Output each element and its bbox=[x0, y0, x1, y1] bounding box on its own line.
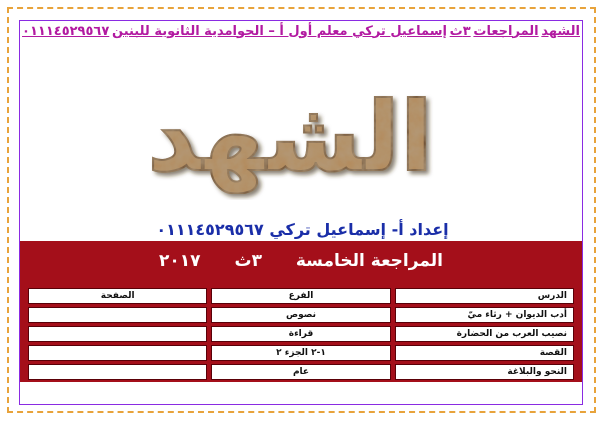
banner-year: ٢٠١٧ bbox=[159, 251, 201, 271]
column-header-lesson: الدرس bbox=[395, 288, 574, 304]
cell-page bbox=[28, 364, 207, 380]
title-text: الشهد bbox=[147, 81, 433, 193]
cell-lesson: أدب الديوان + رثاء ميّ bbox=[395, 307, 574, 323]
cell-lesson: النحو والبلاغة bbox=[395, 364, 574, 380]
header-segment: الشهد bbox=[541, 23, 580, 39]
cell-page bbox=[28, 345, 207, 361]
cell-lesson: القصة bbox=[395, 345, 574, 361]
table-row bbox=[28, 307, 574, 323]
cell-branch: عام bbox=[211, 364, 390, 380]
banner-grade: ٣ث bbox=[234, 251, 262, 271]
table-header-row bbox=[28, 288, 574, 304]
cell-branch: قراءة bbox=[211, 326, 390, 342]
lessons-table bbox=[24, 285, 578, 383]
header-segment: ٣ث bbox=[449, 23, 471, 39]
author-line: إعداد أ- إسماعيل تركي ٠١١١٤٥٢٩٥٦٧ bbox=[156, 220, 449, 239]
cell-page bbox=[28, 326, 207, 342]
table-row bbox=[28, 364, 574, 380]
cell-branch: ١-٢ الجزء ٢ bbox=[211, 345, 390, 361]
cell-branch: نصوص bbox=[211, 307, 390, 323]
cell-page bbox=[28, 307, 207, 323]
banner-title: المراجعة الخامسة bbox=[295, 251, 443, 271]
lessons-panel bbox=[20, 241, 582, 382]
header-segment: المراجعات bbox=[473, 23, 539, 39]
column-header-branch: الفرع bbox=[211, 288, 390, 304]
header-line bbox=[22, 21, 580, 41]
header-segment: ٠١١١٤٥٢٩٥٦٧ bbox=[22, 23, 110, 39]
title-wordart bbox=[120, 70, 460, 200]
table-row bbox=[28, 326, 574, 342]
column-header-page: الصفحة bbox=[28, 288, 207, 304]
header-segment: إسماعيل تركي معلم أول أ – الحوامدية الثانوية للبنين bbox=[112, 23, 447, 39]
cell-lesson: نصيب العرب من الحضارة bbox=[395, 326, 574, 342]
review-banner bbox=[20, 241, 582, 281]
table-row bbox=[28, 345, 574, 361]
